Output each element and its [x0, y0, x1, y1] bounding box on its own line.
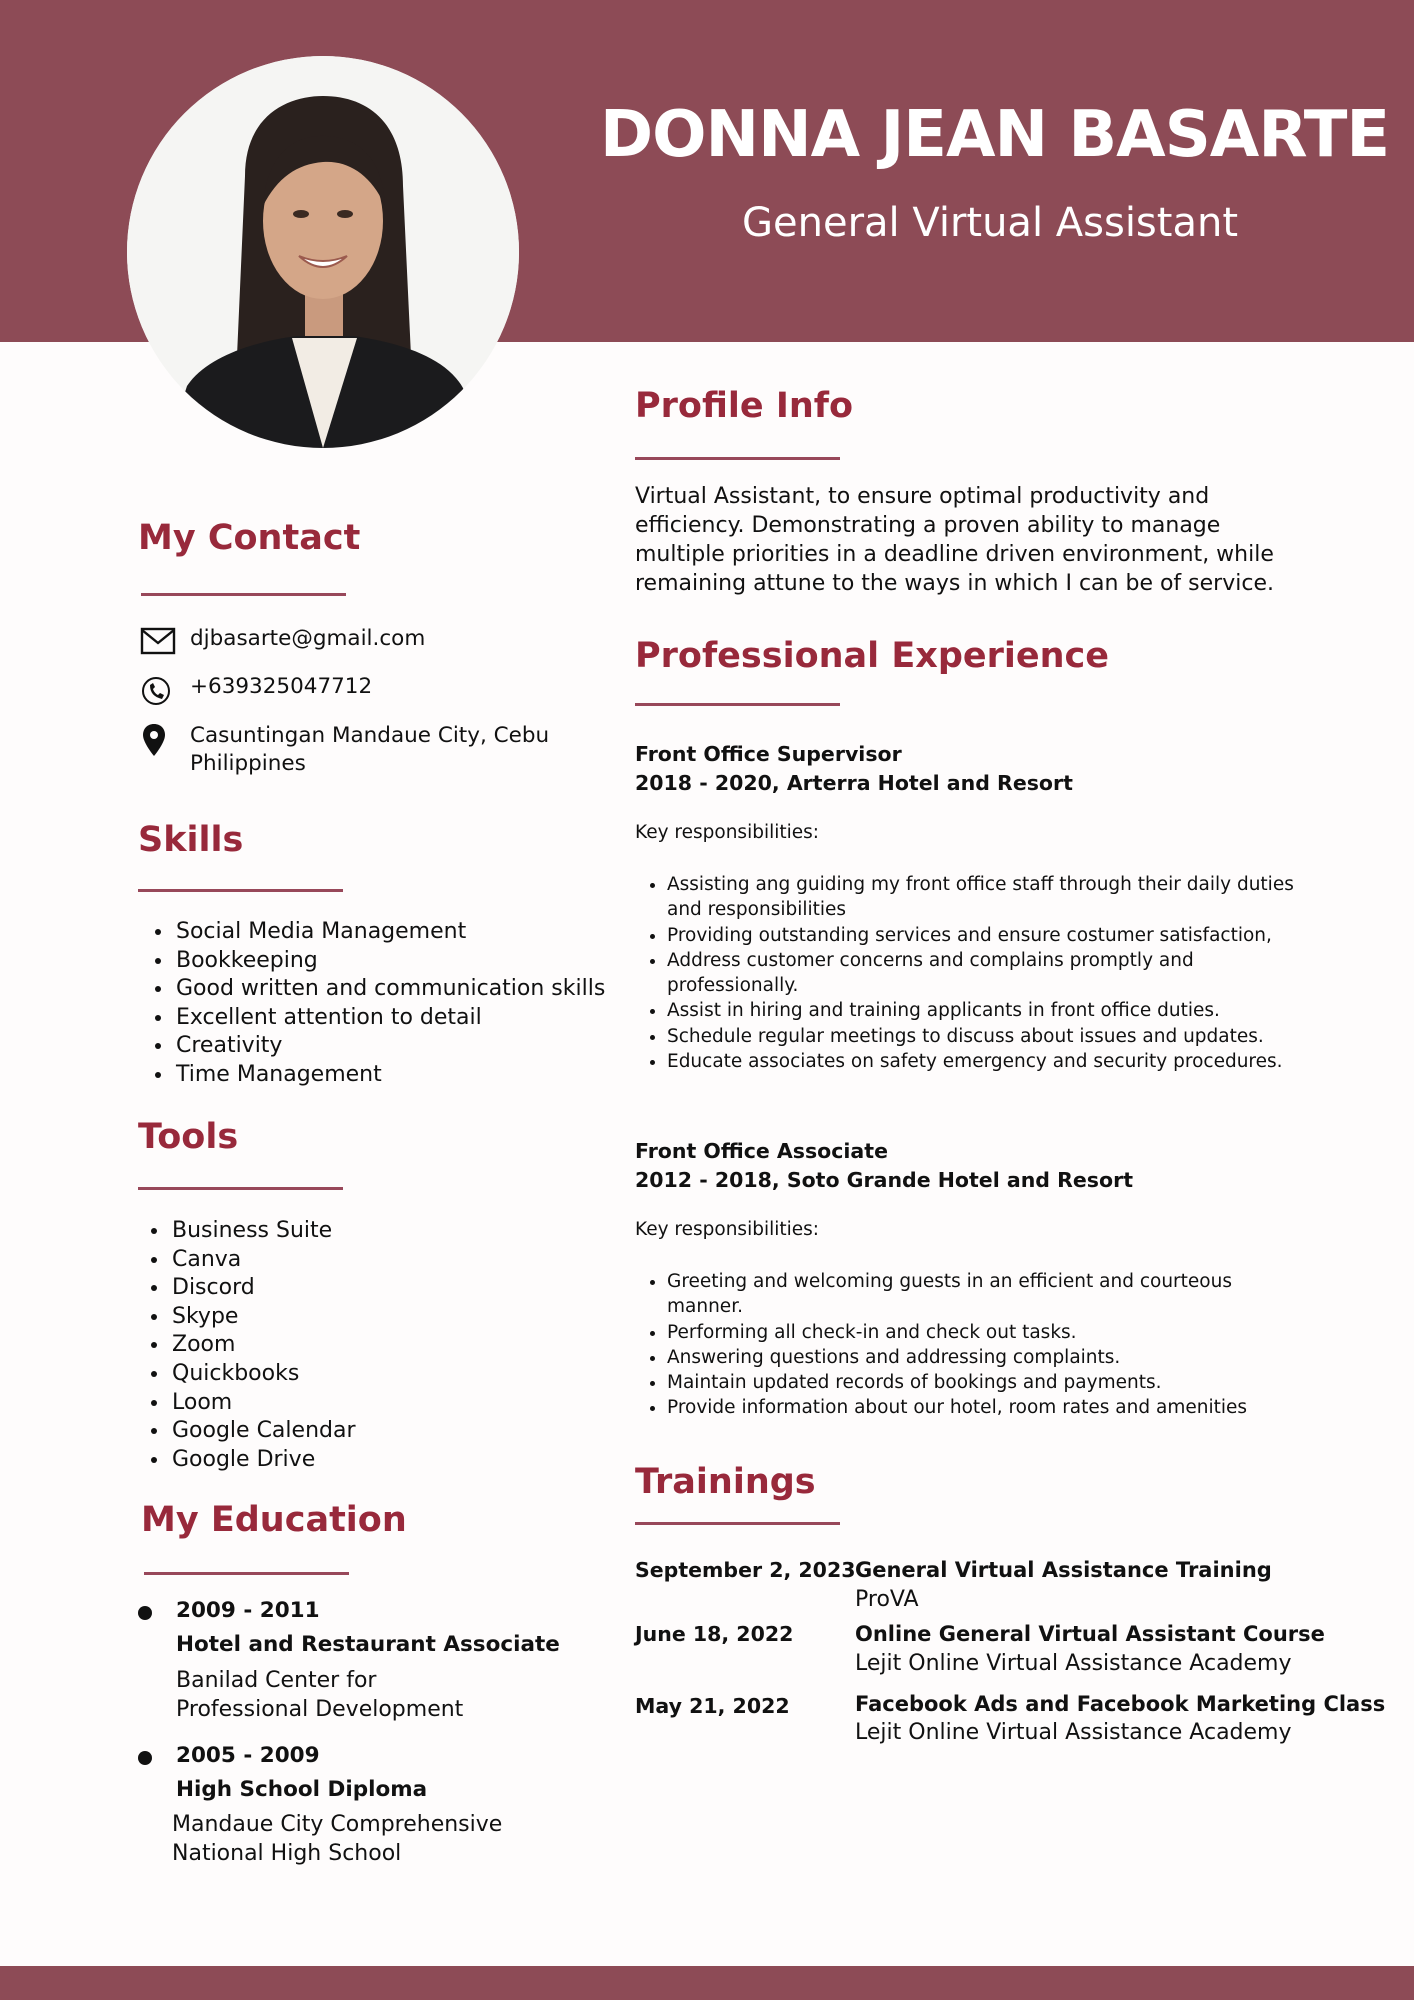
- candidate-job-title: General Virtual Assistant: [742, 200, 1238, 246]
- education-heading: My Education: [141, 1500, 407, 1540]
- school-line-1: Mandaue City Comprehensive: [172, 1812, 503, 1837]
- job-period: 2012 - 2018, Soto Grande Hotel and Resort: [635, 1168, 1133, 1192]
- location-pin-icon: [140, 722, 176, 758]
- responsibility-item: • Assist in hiring and training applicants in front office duties.: [667, 998, 1307, 1023]
- email-text: djbasarte@gmail.com: [190, 626, 426, 651]
- education-years: 2005 - 2009: [176, 1743, 320, 1768]
- education-school: [176, 1666, 516, 1724]
- training-date: May 21, 2022: [635, 1694, 790, 1718]
- education-school: [172, 1810, 512, 1868]
- training-title: Facebook Ads and Facebook Marketing Class: [855, 1692, 1386, 1716]
- profile-rule: [635, 457, 840, 460]
- candidate-name: DONNA JEAN BASARTE: [600, 98, 1390, 172]
- experience-rule: [635, 703, 840, 706]
- tools-heading: Tools: [138, 1117, 239, 1157]
- training-organization: Lejit Online Virtual Assistance Academy: [855, 1720, 1292, 1745]
- job-position: Front Office Associate: [635, 1139, 888, 1163]
- education-degree: High School Diploma: [176, 1777, 428, 1802]
- tool-item: • Discord: [170, 1274, 356, 1303]
- skill-item: • Excellent attention to detail: [174, 1004, 605, 1033]
- skill-item: • Social Media Management: [174, 918, 605, 947]
- responsibility-item: • Educate associates on safety emergency and security procedures.: [667, 1049, 1307, 1074]
- tools-list: [138, 1217, 356, 1474]
- timeline-dot: [138, 1751, 152, 1765]
- job-period: 2018 - 2020, Arterra Hotel and Resort: [635, 771, 1073, 795]
- tool-item: • Google Drive: [170, 1446, 356, 1475]
- job-position: Front Office Supervisor: [635, 742, 902, 766]
- address-line-1: Casuntingan Mandaue City, Cebu: [190, 723, 550, 748]
- skill-item: • Good written and communication skills: [174, 975, 605, 1004]
- address-line-2: Philippines: [190, 751, 306, 776]
- timeline-dot: [138, 1606, 152, 1620]
- training-title: General Virtual Assistance Training: [855, 1558, 1272, 1582]
- skill-item: • Time Management: [174, 1061, 605, 1090]
- tools-rule: [138, 1187, 343, 1190]
- responsibilities-list: [635, 872, 1307, 1074]
- envelope-icon: [140, 625, 176, 657]
- phone-icon: [140, 673, 176, 705]
- skills-list: [142, 918, 605, 1090]
- training-date: September 2, 2023: [635, 1558, 856, 1582]
- address-text: [190, 722, 549, 778]
- tool-item: • Business Suite: [170, 1217, 356, 1246]
- responsibilities-label: Key responsibilities:: [635, 822, 820, 843]
- skill-item: • Bookkeeping: [174, 947, 605, 976]
- school-line-1: Banilad Center for: [176, 1668, 377, 1693]
- responsibility-item: • Address customer concerns and complains promptly and professionally.: [667, 948, 1307, 999]
- contact-heading: My Contact: [138, 518, 361, 558]
- experience-heading: Professional Experience: [635, 636, 1110, 676]
- skills-rule: [138, 889, 343, 892]
- responsibility-item: • Performing all check-in and check out tasks.: [667, 1320, 1307, 1345]
- responsibilities-label: Key responsibilities:: [635, 1219, 820, 1240]
- training-title: Online General Virtual Assistant Course: [855, 1622, 1325, 1646]
- tool-item: • Skype: [170, 1303, 356, 1332]
- education-years: 2009 - 2011: [176, 1598, 320, 1623]
- education-degree: Hotel and Restaurant Associate: [176, 1632, 560, 1657]
- responsibility-item: • Maintain updated records of bookings and payments.: [667, 1370, 1307, 1395]
- responsibility-item: • Assisting ang guiding my front office staff through their daily duties and responsibilities: [667, 872, 1307, 923]
- training-organization: Lejit Online Virtual Assistance Academy: [855, 1651, 1292, 1676]
- responsibility-item: • Schedule regular meetings to discuss about issues and updates.: [667, 1024, 1307, 1049]
- tool-item: • Canva: [170, 1246, 356, 1275]
- tool-item: • Loom: [170, 1389, 356, 1418]
- profile-line: Virtual Assistant, to ensure optimal productivity and: [635, 484, 1210, 509]
- tool-item: • Quickbooks: [170, 1360, 356, 1389]
- responsibility-item: • Answering questions and addressing complaints.: [667, 1345, 1307, 1370]
- profile-photo: [127, 56, 519, 448]
- skill-item: • Creativity: [174, 1032, 605, 1061]
- contact-phone[interactable]: [140, 673, 372, 705]
- profile-heading: Profile Info: [635, 386, 854, 426]
- contact-email[interactable]: [140, 625, 425, 657]
- school-line-2: Professional Development: [176, 1697, 464, 1722]
- contact-address: [140, 722, 549, 778]
- education-rule: [144, 1572, 349, 1575]
- responsibility-item: • Greeting and welcoming guests in an efficient and courteous manner.: [667, 1269, 1307, 1320]
- profile-summary: [635, 482, 1315, 598]
- school-line-2: National High School: [172, 1841, 402, 1866]
- footer-band: [0, 1966, 1414, 2000]
- responsibility-item: • Provide information about our hotel, room rates and amenities: [667, 1395, 1307, 1420]
- phone-text: +639325047712: [190, 674, 373, 699]
- skills-heading: Skills: [138, 820, 244, 860]
- profile-line: efficiency. Demonstrating a proven ability to manage: [635, 513, 1221, 538]
- trainings-rule: [635, 1522, 840, 1525]
- profile-line: remaining attune to the ways in which I can be of service.: [635, 571, 1274, 596]
- responsibility-item: • Providing outstanding services and ensure costumer satisfaction,: [667, 923, 1307, 948]
- training-date: June 18, 2022: [635, 1622, 794, 1646]
- tool-item: • Zoom: [170, 1331, 356, 1360]
- responsibilities-list: [635, 1269, 1307, 1421]
- profile-line: multiple priorities in a deadline driven environment, while: [635, 542, 1274, 567]
- tool-item: • Google Calendar: [170, 1417, 356, 1446]
- portrait-illustration: [127, 56, 519, 448]
- training-organization: ProVA: [855, 1587, 919, 1612]
- contact-rule: [141, 593, 346, 596]
- trainings-heading: Trainings: [635, 1462, 816, 1502]
